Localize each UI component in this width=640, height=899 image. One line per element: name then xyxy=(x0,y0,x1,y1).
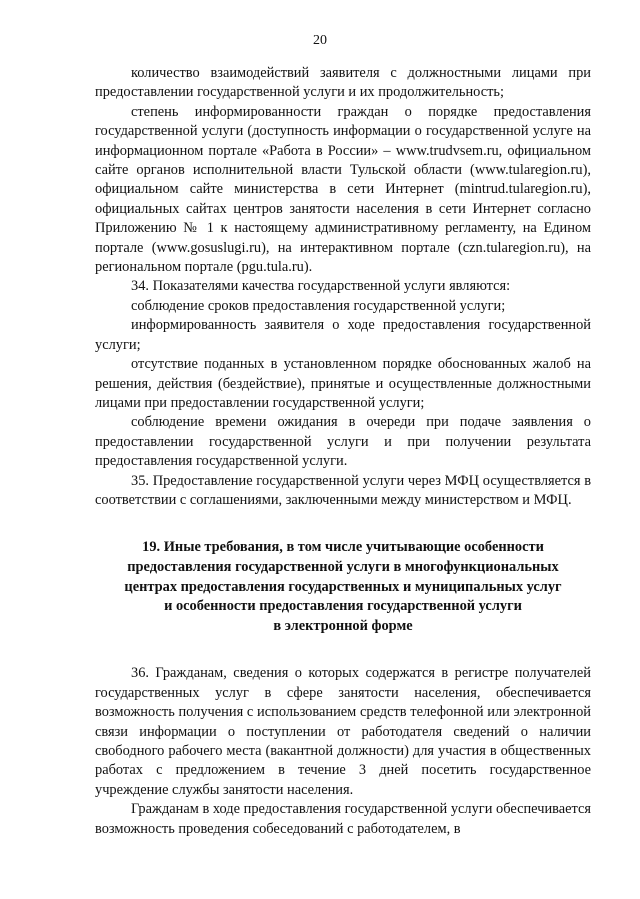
section-heading-line: в электронной форме xyxy=(273,617,413,634)
document-body xyxy=(95,64,591,839)
section-heading xyxy=(95,538,591,636)
section-heading-line: 19. Иные требования, в том числе учитывающие особенности xyxy=(142,539,544,556)
paragraph: 34. Показателями качества государственной услуги являются: xyxy=(131,278,511,295)
paragraph: степень информированности граждан о порядке предоставления государственной услуги (доступность информации о государственной услуге на информационном портале «Работа в России» – www.trudvsem.ru, официальном сайте органов исполнительной власти Тульской области (www.tularegion.ru), официальном сайте министерства в сети Интернет (mintrud.tularegion.ru), официальных сайтах центров занятости населения в сети Интернет согласно Приложению № 1 к настоящему административному регламенту, на Едином портале (www.gosuslugi.ru), на интерактивном портале (czn.tularegion.ru), на региональном портале (pgu.tula.ru). xyxy=(95,103,591,276)
paragraph: Гражданам в ходе предоставления государственной услуги обеспечивается возможность проведения собеседований с работодателем, в xyxy=(95,801,591,837)
paragraph: 35. Предоставление государственной услуги через МФЦ осуществляется в соответствии с соглашениями, заключенными между министерством и МФЦ. xyxy=(95,472,591,508)
section-heading-line: предоставления государственной услуги в многофункциональных xyxy=(127,558,559,575)
paragraph: соблюдение сроков предоставления государственной услуги; xyxy=(131,297,506,314)
paragraph: количество взаимодействий заявителя с должностными лицами при предоставлении государственной услуги и их продолжительность; xyxy=(95,65,591,101)
paragraph: отсутствие поданных в установленном порядке обоснованных жалоб на решения, действия (бездействие), принятые и осуществленные должностными лицами при предоставлении государственной услуги; xyxy=(95,356,591,411)
paragraph: соблюдение времени ожидания в очереди при подаче заявления о предоставлении государственной услуги и при получении результата предоставления государственной услуги. xyxy=(95,414,591,470)
section-heading-line: и особенности предоставления государственной услуги xyxy=(164,598,522,615)
page-number: 20 xyxy=(313,33,327,48)
paragraph: 36. Гражданам, сведения о которых содержатся в регистре получателей государственных услуг в сфере занятости населения, обеспечивается возможность получения с использованием средств телефонной или электронной связи информации о поступлении от работодателя сведений о наличии свободного рабочего места (вакантной должности) для участия в общественных работах с предложением в течение 3 дней посетить государственное учреждение службы занятости населения. xyxy=(95,665,591,798)
paragraph: информированность заявителя о ходе предоставления государственной услуги; xyxy=(95,317,591,353)
section-heading-line: центрах предоставления государственных и муниципальных услуг xyxy=(124,578,562,595)
